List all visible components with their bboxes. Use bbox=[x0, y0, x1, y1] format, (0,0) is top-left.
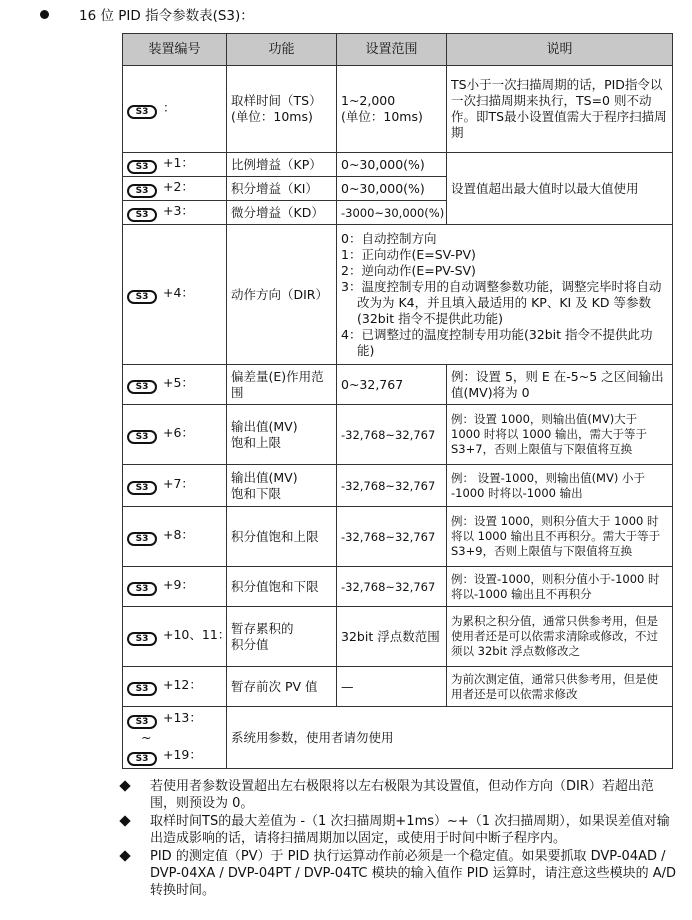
device-cell: S3 ： bbox=[123, 66, 227, 153]
table-row bbox=[123, 667, 673, 707]
description-cell: 例： 设置-1000，则输出值(MV) 小于 -1000 时将以-1000 输出 bbox=[447, 465, 673, 507]
s3-badge-icon: S3 bbox=[127, 208, 157, 222]
diamond-bullet-icon bbox=[119, 780, 130, 791]
description-cell: 例：设置 1000，则输出值(MV)大于 1000 时将以 1000 输出，需大于等于S3+7，否则上限值与下限值将互换 bbox=[447, 405, 673, 465]
device-cell: S3 +13： ~ S3 +19： bbox=[123, 707, 227, 769]
pid-parameter-table bbox=[122, 33, 673, 769]
range-cell: 32bit 浮点数范围 bbox=[337, 607, 447, 667]
header-function: 功能 bbox=[227, 34, 337, 66]
s3-badge-icon: S3 bbox=[127, 715, 157, 729]
description-cell: 为前次测定值，通常只供参考用，但是使用者还是可以依需求修改 bbox=[447, 667, 673, 707]
description-cell: TS小于一次扫描周期的话，PID指令以一次扫描周期来执行，TS=0 则不动作。即TS最小设置值需大于程序扫描周期 bbox=[447, 66, 673, 153]
gain-description-cell: 设置值超出最大值时以最大值使用 bbox=[447, 153, 673, 225]
s3-badge-icon: S3 bbox=[127, 290, 157, 304]
s3-badge-icon: S3 bbox=[127, 632, 157, 646]
table-row bbox=[123, 365, 673, 405]
device-cell: S3 +7： bbox=[123, 465, 227, 507]
device-cell: S3 +8： bbox=[123, 507, 227, 567]
device-cell: S3 +1： bbox=[123, 153, 227, 177]
device-cell: S3 +2： bbox=[123, 177, 227, 201]
note-item: PID 的测定值（PV）于 PID 执行运算动作前必须是一个稳定值。如果要抓取 DVP-04AD / DVP-04XA / DVP-04PT / DVP-04TC 模块的输入值作 PID 运算时，请注意这些模块的 A/D 转换时间。 bbox=[118, 848, 676, 899]
device-cell: S3 +6： bbox=[123, 405, 227, 465]
table-row bbox=[123, 607, 673, 667]
function-cell: 比例增益（KP） bbox=[227, 153, 337, 177]
range-cell: -32,768~32,767 bbox=[337, 405, 447, 465]
table-row bbox=[123, 567, 673, 607]
function-cell: 暂存前次 PV 值 bbox=[227, 667, 337, 707]
function-cell: 暂存累积的 积分值 bbox=[227, 607, 337, 667]
direction-option: 1：正向动作(E=SV-PV) bbox=[341, 246, 476, 262]
header-description: 说明 bbox=[447, 34, 673, 66]
function-cell: 输出值(MV) 饱和上限 bbox=[227, 405, 337, 465]
direction-options-cell bbox=[337, 225, 673, 365]
device-cell: S3 +12： bbox=[123, 667, 227, 707]
table-header-row bbox=[123, 34, 673, 66]
range-cell: -32,768~32,767 bbox=[337, 507, 447, 567]
device-cell: S3 +9： bbox=[123, 567, 227, 607]
s3-badge-icon: S3 bbox=[127, 380, 157, 394]
function-cell: 积分增益（KI） bbox=[227, 177, 337, 201]
description-cell: 为累积之积分值，通常只供参考用，但是使用者还是可以依需求清除或修改，不过须以 32bit 浮点数修改之 bbox=[447, 607, 673, 667]
table-row bbox=[123, 405, 673, 465]
function-cell: 取样时间（TS） (单位：10ms) bbox=[227, 66, 337, 153]
bullet-dot-icon bbox=[40, 10, 49, 19]
table-row bbox=[123, 707, 673, 769]
range-cell: -3000~30,000(%) bbox=[337, 201, 447, 225]
table-row bbox=[123, 153, 673, 177]
header-range: 设置范围 bbox=[337, 34, 447, 66]
range-cell: 0~30,000(%) bbox=[337, 153, 447, 177]
table-row bbox=[123, 66, 673, 153]
heading-text: 16 位 PID 指令参数表(S3)： bbox=[79, 8, 254, 24]
s3-badge-icon: S3 bbox=[127, 752, 157, 766]
header-device: 装置编号 bbox=[123, 34, 227, 66]
range-cell: -32,768~32,767 bbox=[337, 567, 447, 607]
notes-list bbox=[118, 778, 676, 900]
s3-badge-icon: S3 bbox=[127, 430, 157, 444]
s3-badge-icon: S3 bbox=[127, 481, 157, 495]
device-cell: S3 +4： bbox=[123, 225, 227, 365]
system-description-cell: 系统用参数，使用者请勿使用 bbox=[227, 707, 673, 769]
description-cell: 例：设置 1000，则积分值大于 1000 时将以 1000 输出且不再积分。需大于等于S3+9，否则上限值与下限值将互换 bbox=[447, 507, 673, 567]
range-tilde: ~ bbox=[141, 730, 152, 745]
s3-badge-icon: S3 bbox=[127, 160, 157, 174]
table-row bbox=[123, 225, 673, 365]
range-cell: 0~32,767 bbox=[337, 365, 447, 405]
diamond-bullet-icon bbox=[119, 815, 130, 826]
function-cell: 偏差量(E)作用范围 bbox=[227, 365, 337, 405]
range-cell: 1~2,000 (单位：10ms) bbox=[337, 66, 447, 153]
s3-badge-icon: S3 bbox=[127, 184, 157, 198]
s3-badge-icon: S3 bbox=[127, 582, 157, 596]
range-cell: — bbox=[337, 667, 447, 707]
direction-option: 2：逆向动作(E=PV-SV) bbox=[341, 262, 476, 278]
device-cell: S3 +10、11： bbox=[123, 607, 227, 667]
range-cell: 0~30,000(%) bbox=[337, 177, 447, 201]
s3-badge-icon: S3 bbox=[127, 682, 157, 696]
function-cell: 微分增益（KD） bbox=[227, 201, 337, 225]
function-cell: 动作方向（DIR） bbox=[227, 225, 337, 365]
function-cell: 积分值饱和上限 bbox=[227, 507, 337, 567]
table-row bbox=[123, 507, 673, 567]
device-cell: S3 +3： bbox=[123, 201, 227, 225]
note-item: 取样时间TS的最大差值为 -（1 次扫描周期+1ms）~+（1 次扫描周期），如果误差值对输出造成影响的话，请将扫描周期加以固定，或使用于时间中断子程序内。 bbox=[118, 813, 676, 847]
device-cell: S3 +5： bbox=[123, 365, 227, 405]
description-cell: 例：设置 5，则 E 在-5~5 之区间输出值(MV)将为 0 bbox=[447, 365, 673, 405]
note-item: 若使用者参数设置超出左右极限将以左右极限为其设置值，但动作方向（DIR）若超出范围，则预设为 0。 bbox=[118, 778, 676, 812]
description-cell: 例：设置-1000，则积分值小于-1000 时将以-1000 输出且不再积分 bbox=[447, 567, 673, 607]
direction-option: 3：温度控制专用的自动调整参数功能，调整完毕时将自动改为为 K4，并且填入最适用的 KP、KI 及 KD 等参数(32bit 指令不提供此功能) bbox=[341, 278, 662, 326]
diamond-bullet-icon bbox=[119, 850, 130, 861]
range-cell: -32,768~32,767 bbox=[337, 465, 447, 507]
section-heading bbox=[40, 8, 254, 24]
s3-badge-icon: S3 bbox=[127, 105, 157, 119]
direction-option: 0：自动控制方向 bbox=[341, 230, 437, 246]
function-cell: 积分值饱和下限 bbox=[227, 567, 337, 607]
function-cell: 输出值(MV) 饱和下限 bbox=[227, 465, 337, 507]
direction-option: 4：已调整过的温度控制专用功能(32bit 指令不提供此功能) bbox=[341, 326, 653, 358]
s3-badge-icon: S3 bbox=[127, 532, 157, 546]
table-row bbox=[123, 465, 673, 507]
